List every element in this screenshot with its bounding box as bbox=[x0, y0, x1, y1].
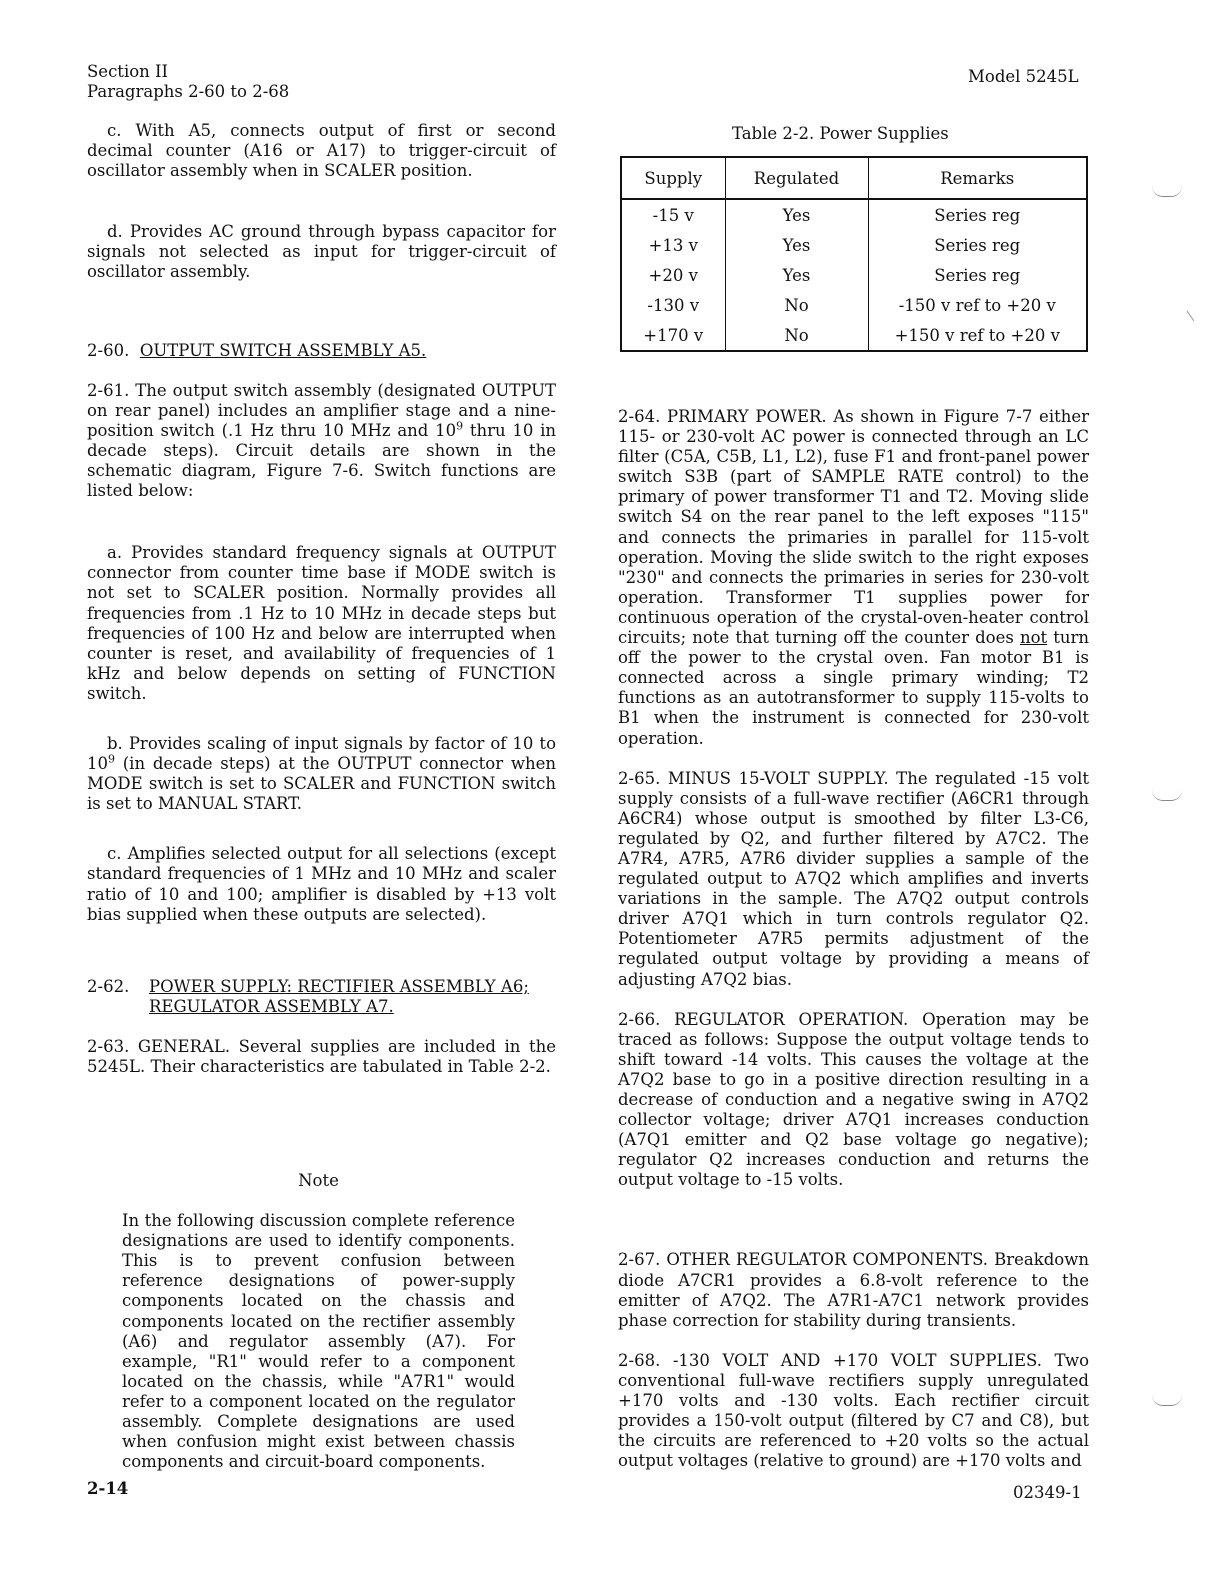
item-b-text-b: (in decade steps) at the OUTPUT connector when MODE switch is set to SCALER and FUNCTION switch is set to MANUAL START. bbox=[87, 754, 556, 814]
paragraph-2-63: 2-63. GENERAL. Several supplies are included in the 5245L. Their characteristics are tabulated in Table 2-2. bbox=[87, 1036, 556, 1076]
heading-title-line2: REGULATOR ASSEMBLY A7. bbox=[149, 996, 394, 1016]
table-caption: Table 2-2. Power Supplies bbox=[732, 124, 949, 143]
p261-text-a: 2-61. The output switch assembly (designated OUTPUT on rear panel) includes an amplifier stage and a nine-position switch (.1 Hz thru 10 MHz and 10 bbox=[87, 380, 556, 440]
item-c: c. Amplifies selected output for all selections (except standard frequencies of 1 MHz and 10 MHz and scaler ratio of 10 and 100; amplifier is disabled by +13 volt bias supplied when these outputs are selected). bbox=[87, 844, 556, 924]
page-number: 2-14 bbox=[87, 1479, 129, 1498]
margin-mark bbox=[1187, 311, 1195, 321]
item-b bbox=[87, 734, 556, 814]
document-number: 02349-1 bbox=[1013, 1483, 1082, 1502]
heading-2-60 bbox=[87, 341, 556, 361]
p261-text-b: thru 10 in decade steps). Circuit details are shown in the schematic diagram, Figure 7-6. Switch functions are listed below: bbox=[87, 420, 557, 501]
header-supply: Supply bbox=[621, 157, 725, 199]
note-body: In the following discussion complete reference designations are used to identify components. This is to prevent confusion between reference designations of power-supply components located on the chassis and components located on the rectifier assembly (A6) and regulator assembly (A7). For example, "R1" would refer to a component located on the chassis, while "A7R1" would refer to a component located on the regulator assembly. Complete designations are used when confusion might exist between chassis components and circuit-board components. bbox=[122, 1211, 515, 1472]
cell-regulated: Yes bbox=[725, 199, 868, 230]
p264-text-b: turn off the power to the crystal oven. Fan motor B1 is connected across a single primary winding; T2 functions as an autotransformer to supply 115-volts to B1 when the instrument is connected for 230-volt operation. bbox=[618, 628, 1089, 748]
table-row bbox=[621, 260, 1087, 290]
table-row bbox=[621, 320, 1087, 351]
item-c-top: c. With A5, connects output of first or second decimal counter (A16 or A17) to trigger-circuit of oscillator assembly when in SCALER position. bbox=[87, 121, 556, 181]
cell-supply: -15 v bbox=[621, 199, 725, 230]
cell-regulated: Yes bbox=[725, 230, 868, 260]
heading-2-62 bbox=[87, 977, 556, 1017]
paragraph-2-66: 2-66. REGULATOR OPERATION. Operation may be traced as follows: Suppose the output voltage tends to shift toward -14 volts. This causes the voltage at the A7Q2 base to go in a positive direction resulting in a decrease of conduction and a negative swing in A7Q2 collector voltage; driver A7Q1 increases conduction (A7Q1 emitter and Q2 base voltage go negative); regulator Q2 increases conduction and returns the output voltage to -15 volts. bbox=[618, 1009, 1089, 1190]
note-title: Note bbox=[298, 1171, 339, 1190]
header-remarks: Remarks bbox=[868, 157, 1087, 199]
table-row bbox=[621, 290, 1087, 320]
power-supplies-table bbox=[620, 156, 1088, 352]
cell-remarks: Series reg bbox=[868, 260, 1087, 290]
cell-supply: +20 v bbox=[621, 260, 725, 290]
heading-number: 2-62. bbox=[87, 976, 130, 996]
cell-regulated: Yes bbox=[725, 260, 868, 290]
heading-number: 2-60. bbox=[87, 340, 130, 360]
left-column bbox=[87, 121, 556, 1077]
cell-supply: -130 v bbox=[621, 290, 725, 320]
heading-title-line1: POWER SUPPLY: RECTIFIER ASSEMBLY A6; bbox=[149, 976, 529, 996]
margin-mark bbox=[1152, 186, 1182, 197]
superscript: 9 bbox=[456, 419, 464, 433]
item-d-top: d. Provides AC ground through bypass capacitor for signals not selected as input for trigger-circuit of oscillator assembly. bbox=[87, 222, 556, 282]
note-block bbox=[122, 1171, 515, 1472]
header-regulated: Regulated bbox=[725, 157, 868, 199]
right-column bbox=[618, 407, 1089, 1471]
paragraph-2-68: 2-68. -130 VOLT AND +170 VOLT SUPPLIES. Two conventional full-wave rectifiers supply unregulated +170 volts and -130 volts. Each rectifier circuit provides a 150-volt output (filtered by C7 and C8), but the circuits are referenced to +20 volts so the actual output voltages (relative to ground) are +170 volts and bbox=[618, 1350, 1089, 1471]
item-a: a. Provides standard frequency signals at OUTPUT connector from counter time base if MODE switch is not set to SCALER position. Normally provides all frequencies from .1 Hz to 10 MHz in decade steps but frequencies of 100 Hz and below are interrupted when counter is reset, and availability of frequencies of 1 kHz and below depends on setting of FUNCTION switch. bbox=[87, 543, 556, 703]
cell-supply: +13 v bbox=[621, 230, 725, 260]
item-b-text-a: b. Provides scaling of input signals by factor of 10 to 10 bbox=[87, 733, 556, 774]
cell-remarks: Series reg bbox=[868, 199, 1087, 230]
margin-mark bbox=[1152, 790, 1182, 801]
cell-regulated: No bbox=[725, 290, 868, 320]
paragraph-2-64 bbox=[618, 407, 1089, 749]
margin-mark bbox=[1152, 1395, 1182, 1406]
section-label: Section II bbox=[87, 62, 169, 81]
model-label: Model 5245L bbox=[968, 67, 1079, 86]
paragraph-2-65: 2-65. MINUS 15-VOLT SUPPLY. The regulated -15 volt supply consists of a full-wave rectifier (A6CR1 through A6CR4) whose output is smoothed by filter L3-C6, regulated by Q2, and further filtered by A7C2. The A7R4, A7R5, A7R6 divider supplies a sample of the regulated output to A7Q2 which amplifies and inverts variations in the sample. The A7Q2 output controls driver A7Q1 which in turn controls regulator Q2. Potentiometer A7R5 permits adjustment of the regulated output voltage by providing a means of adjusting A7Q2 bias. bbox=[618, 768, 1089, 989]
paragraph-2-61 bbox=[87, 381, 556, 502]
cell-regulated: No bbox=[725, 320, 868, 351]
table-row bbox=[621, 230, 1087, 260]
paragraphs-range: Paragraphs 2-60 to 2-68 bbox=[87, 82, 290, 101]
paragraph-2-67: 2-67. OTHER REGULATOR COMPONENTS. Breakdown diode A7CR1 provides a 6.8-volt reference to the emitter of A7Q2. The A7R1-A7C1 network provides phase correction for stability during transients. bbox=[618, 1250, 1089, 1330]
superscript: 9 bbox=[108, 752, 115, 766]
table-row bbox=[621, 199, 1087, 230]
p264-text-a: 2-64. PRIMARY POWER. As shown in Figure 7-7 either 115- or 230-volt AC power is connected through an LC filter (C5A, C5B, L1, L2), fuse F1 and front-panel power switch S3B (part of SAMPLE RATE control) to the primary of power transformer T1 and T2. Moving slide switch S4 on the rear panel to the left exposes "115" and connects the primaries in parallel for 115-volt operation. Moving the slide switch to the right exposes "230" and connects the primaries in series for 230-volt operation. Transformer T1 supplies power for continuous operation of the crystal-oven-heater control circuits; note that turning off the counter does bbox=[618, 407, 1089, 648]
emphasis-not: not bbox=[1019, 628, 1048, 648]
cell-remarks: +150 v ref to +20 v bbox=[868, 320, 1087, 351]
heading-title: OUTPUT SWITCH ASSEMBLY A5. bbox=[139, 340, 427, 360]
cell-remarks: Series reg bbox=[868, 230, 1087, 260]
cell-supply: +170 v bbox=[621, 320, 725, 351]
table-header-row bbox=[621, 157, 1087, 199]
cell-remarks: -150 v ref to +20 v bbox=[868, 290, 1087, 320]
